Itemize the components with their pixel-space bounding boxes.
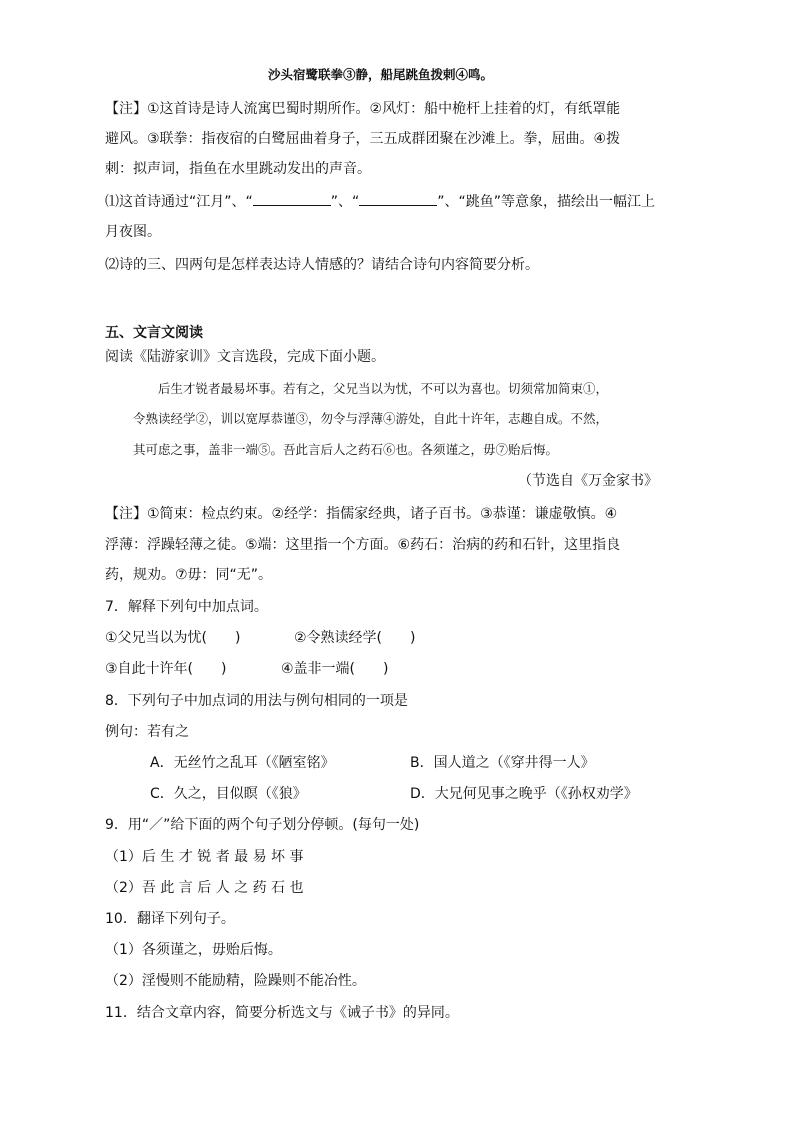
- question-8: 8．下列句子中加点词的用法与例句相同的一项是: [105, 693, 408, 709]
- poem-last-line: 沙头宿鹭联拳③静，船尾跳鱼拨剌④鸣。: [268, 67, 494, 82]
- poem-question-1: ⑴这首诗通过“江月”、“ ”、“ ”、“跳鱼”等意象，描绘出一幅江上: [105, 194, 656, 210]
- q7-item-3: ③自此十许年( ): [105, 661, 227, 677]
- q8-option-a: A．无丝竹之乱耳（《陋室铭》: [150, 755, 335, 771]
- q9-item-2: （2）吾 此 言 后 人 之 药 石 也: [105, 880, 304, 896]
- passage-line-1: 后生才锐者最易坏事。若有之，父兄当以为忧，不可以为喜也。切须常加简束①，: [158, 381, 609, 396]
- section-title: 五、文言文阅读: [105, 325, 203, 341]
- passage-line-2: 令熟读经学②，训以宽厚恭谨③，勿令与浮薄④游处，自此十许年，志趣自成。不然，: [133, 411, 609, 426]
- q7-item-4: ④盖非一端( ): [281, 661, 389, 677]
- question-9: 9．用“／”给下面的两个句子划分停顿。(每句一处): [105, 817, 420, 833]
- passage-note-line-1: 【注】①简束：检点约束。②经学：指儒家经典，诸子百书。③恭谨：谦虚敬慎。④: [105, 506, 618, 522]
- q8-option-c: C．久之，目似瞑（《狼》: [150, 786, 307, 802]
- q7-item-1: ①父兄当以为忧( ): [105, 630, 241, 646]
- q8-example: 例句：若有之: [105, 724, 189, 740]
- answer-blank-1[interactable]: [253, 193, 331, 206]
- poem-note-line-2: 避风。③联拳：指夜宿的白鹭屈曲着身子，三五成群团聚在沙滩上。拳，屈曲。④拨: [105, 131, 621, 147]
- passage-note-line-2: 浮薄：浮躁轻薄之徒。⑤端：这里指一个方面。⑥药石：治病的药和石针，这里指良: [105, 537, 621, 553]
- poem-note-line-1: 【注】①这首诗是诗人流寓巴蜀时期所作。②风灯：船中桅杆上挂着的灯，有纸罩能: [105, 101, 621, 117]
- passage-line-3: 其可虑之事，盖非一端⑤。吾此言后人之药石⑥也。各须谨之，毋⑦贻后悔。: [133, 442, 559, 457]
- poem-question-1-cont: 月夜图。: [105, 224, 161, 240]
- question-10: 10．翻译下列句子。: [105, 911, 235, 927]
- poem-note-line-3: 刺：拟声词，指鱼在水里跳动发出的声音。: [105, 161, 371, 177]
- poem-question-2: ⑵诗的三、四两句是怎样表达诗人情感的？请结合诗句内容简要分析。: [105, 257, 539, 273]
- q7-item-2: ②令熟读经学( ): [294, 630, 416, 646]
- q8-option-d: D．大兄何见事之晚乎（《孙权劝学》: [410, 786, 638, 802]
- answer-blank-2[interactable]: [359, 193, 437, 206]
- q8-option-b: B．国人道之（《穿井得一人》: [410, 755, 595, 771]
- q9-item-1: （1）后 生 才 锐 者 最 易 坏 事: [105, 849, 304, 865]
- passage-source: （节选自《万金家书》: [518, 473, 658, 489]
- passage-note-line-3: 药，规劝。⑦毋：同“无”。: [105, 567, 273, 583]
- question-7: 7．解释下列句中加点词。: [105, 599, 268, 615]
- question-11: 11．结合文章内容，简要分析选文与《诫子书》的异同。: [105, 1005, 459, 1021]
- q10-item-1: （1）各须谨之，毋贻后悔。: [105, 942, 282, 958]
- q10-item-2: （2）淫慢则不能励精，险躁则不能冶性。: [105, 973, 366, 989]
- section-intro: 阅读《陆游家训》文言选段，完成下面小题。: [105, 349, 385, 365]
